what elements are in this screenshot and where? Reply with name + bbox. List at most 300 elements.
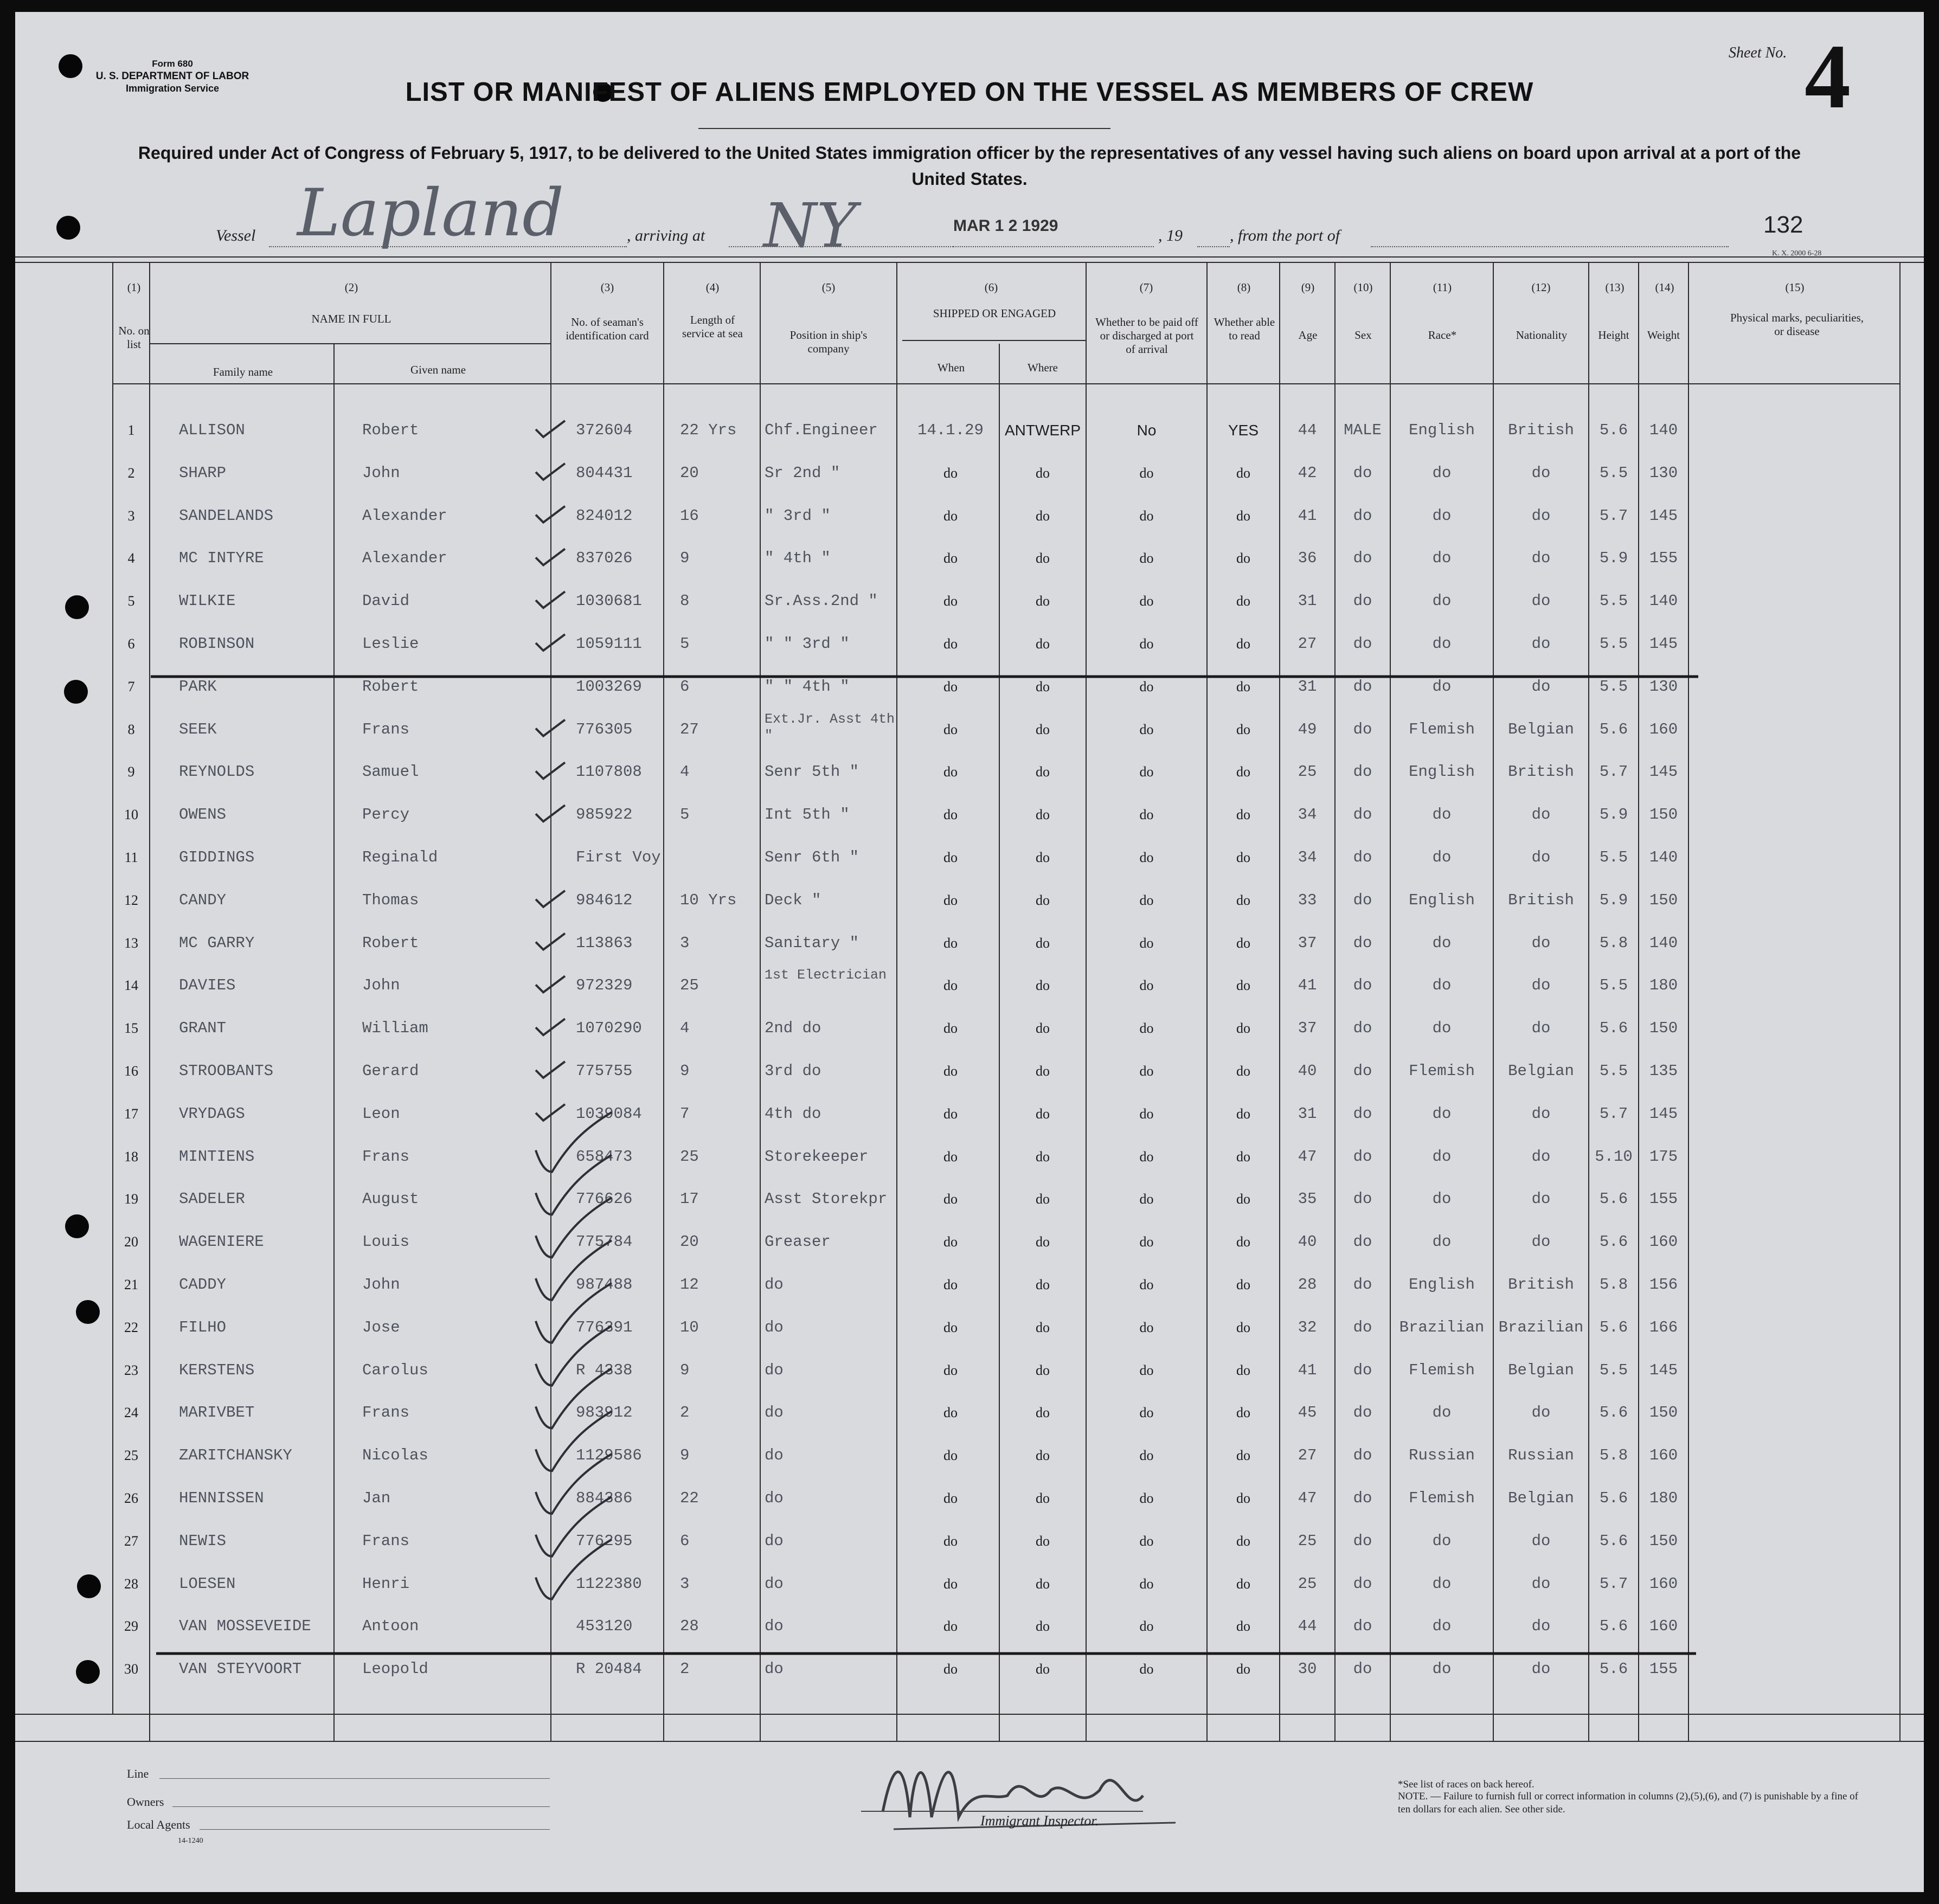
line-label: Line bbox=[127, 1767, 149, 1780]
cell-given: Reginald bbox=[362, 848, 438, 866]
cell-when: do bbox=[943, 1575, 958, 1592]
cell-paid: do bbox=[1139, 1575, 1154, 1592]
cell-sex: do bbox=[1353, 1318, 1372, 1336]
cell-height: 5.8 bbox=[1599, 1276, 1628, 1294]
cell-where: do bbox=[1036, 1362, 1050, 1378]
cell-age: 31 bbox=[1298, 1104, 1317, 1123]
cell-age: 45 bbox=[1298, 1404, 1317, 1422]
cell-paid: do bbox=[1139, 1661, 1154, 1677]
cell-nat: do bbox=[1531, 464, 1551, 482]
cell-where: do bbox=[1036, 1618, 1050, 1635]
cell-sex: do bbox=[1353, 1276, 1372, 1294]
column-header-c7-num: (7) bbox=[1139, 281, 1153, 294]
cell-paid: do bbox=[1139, 1362, 1154, 1378]
cell-family: REYNOLDS bbox=[179, 763, 255, 781]
cell-family: VAN STEYVOORT bbox=[179, 1660, 302, 1678]
cell-family: VAN MOSSEVEIDE bbox=[179, 1617, 311, 1636]
page-title: LIST OR MANIFEST OF ALIENS EMPLOYED ON THE VESSEL AS MEMBERS OF CREW bbox=[405, 78, 1534, 107]
cell-read: do bbox=[1236, 1277, 1250, 1292]
cell-where: do bbox=[1036, 507, 1050, 524]
cell-paid: do bbox=[1139, 636, 1154, 652]
cell-where: do bbox=[1036, 764, 1050, 780]
sheet-no: 4 bbox=[1805, 25, 1851, 127]
cell-when: do bbox=[943, 1319, 958, 1335]
cell-weight: 155 bbox=[1649, 549, 1678, 568]
cell-position: " " 3rd " bbox=[765, 635, 850, 653]
cell-read: do bbox=[1236, 1661, 1250, 1677]
cell-card: 1070290 bbox=[576, 1019, 642, 1038]
cell-read: do bbox=[1236, 1063, 1250, 1079]
cell-card: 1107808 bbox=[576, 763, 642, 781]
cell-service: 5 bbox=[680, 635, 690, 653]
cell-paid: do bbox=[1139, 764, 1154, 780]
cell-sex: do bbox=[1353, 549, 1372, 568]
cell-given: Alexander bbox=[362, 506, 447, 525]
cell-when: do bbox=[943, 593, 958, 609]
cell-no: 20 bbox=[124, 1234, 138, 1250]
cell-family: CANDY bbox=[179, 891, 227, 909]
cell-given: Leopold bbox=[362, 1660, 428, 1678]
cell-no: 29 bbox=[124, 1618, 138, 1635]
cell-nat: Belgian bbox=[1508, 720, 1574, 738]
column-header-c1-num: (1) bbox=[127, 281, 141, 294]
cell-position: Sanitary " bbox=[765, 934, 859, 952]
cell-paid: do bbox=[1139, 1148, 1154, 1165]
cell-no: 25 bbox=[124, 1448, 138, 1464]
cell-where: do bbox=[1036, 593, 1050, 609]
cell-no: 14 bbox=[124, 977, 138, 994]
column-header-c15: Physical marks, peculiarities, or disease bbox=[1730, 311, 1864, 338]
cell-where: do bbox=[1036, 977, 1050, 994]
cell-age: 36 bbox=[1298, 549, 1317, 568]
cell-age: 47 bbox=[1298, 1489, 1317, 1507]
column-header-c12: Nationality bbox=[1516, 329, 1568, 342]
cell-height: 5.8 bbox=[1599, 934, 1628, 952]
cell-service: 6 bbox=[680, 1532, 690, 1550]
cell-position: " 3rd " bbox=[765, 506, 831, 525]
cell-sex: do bbox=[1353, 1190, 1372, 1208]
cell-service: 22 bbox=[680, 1489, 699, 1507]
column-header-c2: NAME IN FULL bbox=[311, 312, 391, 325]
cell-where: do bbox=[1036, 850, 1050, 865]
cell-service: 12 bbox=[680, 1276, 699, 1294]
cell-given: Louis bbox=[362, 1233, 410, 1251]
cell-paid: do bbox=[1139, 1277, 1154, 1292]
cell-no: 6 bbox=[127, 636, 135, 652]
cell-height: 5.6 bbox=[1599, 1489, 1628, 1507]
cell-family: ZARITCHANSKY bbox=[179, 1446, 292, 1465]
cell-height: 5.7 bbox=[1599, 1104, 1628, 1123]
agents-label: Local Agents bbox=[127, 1818, 190, 1831]
cell-age: 31 bbox=[1298, 592, 1317, 610]
cell-position: 4th do bbox=[765, 1104, 821, 1123]
column-header-c13: Height bbox=[1598, 329, 1629, 342]
cell-given: Samuel bbox=[362, 763, 419, 781]
cell-read: do bbox=[1236, 1575, 1250, 1592]
cell-paid: do bbox=[1139, 593, 1154, 609]
cell-service: 4 bbox=[680, 1019, 690, 1038]
cell-race: do bbox=[1432, 1404, 1452, 1422]
cell-given: Jose bbox=[362, 1318, 400, 1336]
cell-service: 8 bbox=[680, 592, 690, 610]
cell-read: do bbox=[1236, 1191, 1250, 1207]
cell-family: OWENS bbox=[179, 806, 227, 824]
cell-sex: do bbox=[1353, 891, 1372, 909]
cell-nat: do bbox=[1531, 1532, 1551, 1550]
page-number-stamp: 132 bbox=[1763, 211, 1803, 238]
cell-weight: 180 bbox=[1649, 1489, 1678, 1507]
cell-read: do bbox=[1236, 636, 1250, 652]
cell-paid: do bbox=[1139, 807, 1154, 823]
cell-age: 42 bbox=[1298, 464, 1317, 482]
cell-when: do bbox=[943, 678, 958, 694]
column-header-c11: Race* bbox=[1428, 329, 1457, 342]
cell-age: 41 bbox=[1298, 1361, 1317, 1379]
cell-family: MARIVBET bbox=[179, 1404, 255, 1422]
cell-sex: do bbox=[1353, 1104, 1372, 1123]
cell-height: 5.5 bbox=[1599, 677, 1628, 696]
cell-position: Ext.Jr. Asst 4th " bbox=[765, 711, 895, 743]
cell-height: 5.6 bbox=[1599, 1190, 1628, 1208]
cell-given: Robert bbox=[362, 934, 419, 952]
inspector-label: Immigrant Inspector. bbox=[980, 1813, 1099, 1829]
cell-height: 5.6 bbox=[1599, 1019, 1628, 1038]
cell-sex: do bbox=[1353, 763, 1372, 781]
cell-nat: do bbox=[1531, 1233, 1551, 1251]
column-header-c8: Whether able to read bbox=[1214, 316, 1275, 342]
column-header-c9-num: (9) bbox=[1301, 281, 1315, 294]
cell-service: 6 bbox=[680, 677, 690, 696]
cell-service: 3 bbox=[680, 1574, 690, 1593]
cell-where: do bbox=[1036, 807, 1050, 823]
cell-paid: do bbox=[1139, 507, 1154, 524]
cell-sex: do bbox=[1353, 1147, 1372, 1166]
cell-family: ROBINSON bbox=[179, 635, 255, 653]
cell-nat: do bbox=[1531, 1404, 1551, 1422]
cell-position: Chf.Engineer bbox=[765, 421, 878, 439]
cell-race: do bbox=[1432, 1104, 1452, 1123]
cell-weight: 145 bbox=[1649, 635, 1678, 653]
cell-family: NEWIS bbox=[179, 1532, 227, 1550]
cell-sex: do bbox=[1353, 1062, 1372, 1080]
cell-race: do bbox=[1432, 1660, 1452, 1678]
column-header-c6a: When bbox=[937, 361, 965, 374]
cell-age: 31 bbox=[1298, 677, 1317, 696]
cell-family: SANDELANDS bbox=[179, 506, 274, 525]
cell-card: 776626 bbox=[576, 1190, 633, 1208]
cell-race: do bbox=[1432, 976, 1452, 995]
cell-position: do bbox=[765, 1404, 784, 1422]
cell-age: 27 bbox=[1298, 635, 1317, 653]
cell-given: Nicolas bbox=[362, 1446, 428, 1465]
cell-weight: 145 bbox=[1649, 1361, 1678, 1379]
cell-sex: do bbox=[1353, 1617, 1372, 1636]
cell-read: do bbox=[1236, 593, 1250, 609]
cell-paid: do bbox=[1139, 1533, 1154, 1549]
cell-service: 9 bbox=[680, 549, 690, 568]
cell-card: First Voy bbox=[576, 848, 661, 866]
cell-nat: Belgian bbox=[1508, 1062, 1574, 1080]
column-header-c12-num: (12) bbox=[1531, 281, 1551, 294]
cell-weight: 145 bbox=[1649, 506, 1678, 525]
cell-where: do bbox=[1036, 1105, 1050, 1122]
cell-weight: 140 bbox=[1649, 421, 1678, 439]
cell-height: 5.6 bbox=[1599, 1318, 1628, 1336]
cell-position: Sr 2nd " bbox=[765, 464, 840, 482]
cell-service: 10 bbox=[680, 1318, 699, 1336]
cell-family: VRYDAGS bbox=[179, 1104, 245, 1123]
cell-age: 28 bbox=[1298, 1276, 1317, 1294]
cell-when: do bbox=[943, 1405, 958, 1421]
cell-where: do bbox=[1036, 1490, 1050, 1506]
cell-family: PARK bbox=[179, 677, 217, 696]
cell-weight: 155 bbox=[1649, 1660, 1678, 1678]
cell-where: do bbox=[1036, 1277, 1050, 1292]
cell-weight: 156 bbox=[1649, 1276, 1678, 1294]
cell-service: 9 bbox=[680, 1361, 690, 1379]
cell-nat: Brazilian bbox=[1498, 1318, 1584, 1336]
cell-family: KERSTENS bbox=[179, 1361, 255, 1379]
column-header-c7: Whether to be paid off or discharged at port of arrival bbox=[1095, 316, 1198, 356]
column-header-c6: SHIPPED OR ENGAGED bbox=[933, 307, 1056, 320]
cell-position: 2nd do bbox=[765, 1019, 821, 1038]
cell-service: 7 bbox=[680, 1104, 690, 1123]
cell-position: Storekeeper bbox=[765, 1147, 869, 1166]
department-name: U. S. DEPARTMENT OF LABOR bbox=[95, 70, 249, 82]
cell-service: 5 bbox=[680, 806, 690, 824]
cell-no: 17 bbox=[124, 1105, 138, 1122]
cell-no: 23 bbox=[124, 1362, 138, 1378]
cell-height: 5.5 bbox=[1599, 1062, 1628, 1080]
cell-read: do bbox=[1236, 935, 1250, 951]
cell-where: do bbox=[1036, 1234, 1050, 1250]
cell-no: 7 bbox=[127, 678, 135, 694]
cell-given: William bbox=[362, 1019, 428, 1038]
cell-sex: do bbox=[1353, 1532, 1372, 1550]
cell-when: do bbox=[943, 1490, 958, 1506]
cell-service: 2 bbox=[680, 1660, 690, 1678]
cell-weight: 160 bbox=[1649, 1446, 1678, 1465]
print-code: K. X. 2000 6-28 bbox=[1772, 249, 1822, 258]
cell-read: do bbox=[1236, 1490, 1250, 1506]
cell-given: Alexander bbox=[362, 549, 447, 568]
cell-paid: do bbox=[1139, 1490, 1154, 1506]
cell-paid: do bbox=[1139, 1405, 1154, 1421]
cell-no: 9 bbox=[127, 764, 135, 780]
cell-where: do bbox=[1036, 1191, 1050, 1207]
cell-no: 4 bbox=[127, 550, 135, 567]
cell-weight: 145 bbox=[1649, 1104, 1678, 1123]
cell-no: 8 bbox=[127, 721, 135, 737]
cell-card: 824012 bbox=[576, 506, 633, 525]
cell-race: do bbox=[1432, 1532, 1452, 1550]
cell-given: Antoon bbox=[362, 1617, 419, 1636]
cell-paid: do bbox=[1139, 550, 1154, 567]
cell-nat: British bbox=[1508, 421, 1574, 439]
column-header-c6-num: (6) bbox=[984, 281, 998, 294]
cell-card: 985922 bbox=[576, 806, 633, 824]
cell-height: 5.5 bbox=[1599, 976, 1628, 995]
cell-weight: 140 bbox=[1649, 848, 1678, 866]
cell-paid: do bbox=[1139, 1234, 1154, 1250]
cell-age: 35 bbox=[1298, 1190, 1317, 1208]
column-header-c8-num: (8) bbox=[1237, 281, 1251, 294]
cell-height: 5.6 bbox=[1599, 1233, 1628, 1251]
cell-weight: 150 bbox=[1649, 806, 1678, 824]
cell-where: do bbox=[1036, 636, 1050, 652]
column-header-c3-num: (3) bbox=[600, 281, 614, 294]
cell-when: do bbox=[943, 721, 958, 737]
cell-where: do bbox=[1036, 465, 1050, 481]
cell-race: do bbox=[1432, 934, 1452, 952]
column-header-c5-num: (5) bbox=[821, 281, 836, 294]
cell-card: 837026 bbox=[576, 549, 633, 568]
cell-family: STROOBANTS bbox=[179, 1062, 274, 1080]
cell-sex: do bbox=[1353, 464, 1372, 482]
cell-when: do bbox=[943, 892, 958, 908]
cell-no: 26 bbox=[124, 1490, 138, 1506]
cell-race: Russian bbox=[1409, 1446, 1475, 1465]
column-header-c9: Age bbox=[1298, 329, 1318, 342]
cell-read: do bbox=[1236, 1533, 1250, 1549]
cell-age: 25 bbox=[1298, 763, 1317, 781]
cell-service: 16 bbox=[680, 506, 699, 525]
cell-card: 1122380 bbox=[576, 1574, 642, 1593]
cell-service: 17 bbox=[680, 1190, 699, 1208]
cell-card: 1039084 bbox=[576, 1104, 642, 1123]
cell-position: do bbox=[765, 1361, 784, 1379]
cell-family: SEEK bbox=[179, 720, 217, 738]
page-subtitle: Required under Act of Congress of February 5, 1917, to be delivered to the United States immigration officer by the representatives of any vessel having such aliens on board upon arrival at a port of the United States. bbox=[138, 143, 1801, 189]
owners-underline bbox=[172, 1806, 550, 1807]
cell-weight: 150 bbox=[1649, 891, 1678, 909]
cell-read: do bbox=[1236, 1105, 1250, 1122]
cell-race: do bbox=[1432, 464, 1452, 482]
manifest-page bbox=[15, 12, 1924, 1892]
cell-height: 5.6 bbox=[1599, 720, 1628, 738]
cell-when: do bbox=[943, 977, 958, 994]
check-marks bbox=[525, 402, 633, 1758]
cell-height: 5.7 bbox=[1599, 763, 1628, 781]
cell-age: 27 bbox=[1298, 1446, 1317, 1465]
cell-age: 37 bbox=[1298, 1019, 1317, 1038]
cell-nat: do bbox=[1531, 1104, 1551, 1123]
cell-weight: 160 bbox=[1649, 1233, 1678, 1251]
cell-card: 1003269 bbox=[576, 677, 642, 696]
cell-position: 3rd do bbox=[765, 1062, 821, 1080]
cell-height: 5.5 bbox=[1599, 464, 1628, 482]
cell-service: 25 bbox=[680, 1147, 699, 1166]
cell-service: 20 bbox=[680, 1233, 699, 1251]
cell-card: 1059111 bbox=[576, 635, 642, 653]
cell-service: 3 bbox=[680, 934, 690, 952]
cell-sex: do bbox=[1353, 1019, 1372, 1038]
cell-family: MINTIENS bbox=[179, 1147, 255, 1166]
cell-weight: 160 bbox=[1649, 720, 1678, 738]
cell-race: Flemish bbox=[1409, 1062, 1475, 1080]
cell-paid: do bbox=[1139, 935, 1154, 951]
cell-read: do bbox=[1236, 550, 1250, 567]
cell-nat: do bbox=[1531, 1660, 1551, 1678]
cell-given: David bbox=[362, 592, 410, 610]
cell-paid: do bbox=[1139, 465, 1154, 481]
cell-given: Leslie bbox=[362, 635, 419, 653]
cell-race: do bbox=[1432, 1233, 1452, 1251]
cell-card: 775755 bbox=[576, 1062, 633, 1080]
cell-card: 987488 bbox=[576, 1276, 633, 1294]
cell-when: do bbox=[943, 550, 958, 567]
cell-where: do bbox=[1036, 1063, 1050, 1079]
cell-paid: do bbox=[1139, 1319, 1154, 1335]
cell-nat: do bbox=[1531, 1190, 1551, 1208]
owners-label: Owners bbox=[127, 1795, 164, 1809]
cell-where: do bbox=[1036, 1575, 1050, 1592]
inspector-signature bbox=[872, 1736, 1197, 1847]
cell-age: 44 bbox=[1298, 421, 1317, 439]
cell-service: 27 bbox=[680, 720, 699, 738]
cell-card: 984612 bbox=[576, 891, 633, 909]
cell-family: CADDY bbox=[179, 1276, 227, 1294]
cell-no: 10 bbox=[124, 807, 138, 823]
cell-position: Asst Storekpr bbox=[765, 1190, 888, 1208]
cell-sex: do bbox=[1353, 592, 1372, 610]
cell-age: 40 bbox=[1298, 1062, 1317, 1080]
cell-sex: do bbox=[1353, 635, 1372, 653]
vessel-value: Lapland bbox=[297, 176, 564, 251]
cell-height: 5.5 bbox=[1599, 848, 1628, 866]
cell-height: 5.5 bbox=[1599, 1361, 1628, 1379]
column-header-c4-num: (4) bbox=[705, 281, 720, 294]
column-header-c2b: Given name bbox=[410, 363, 466, 376]
cell-race: Flemish bbox=[1409, 1361, 1475, 1379]
cell-no: 19 bbox=[124, 1191, 138, 1207]
cell-position: do bbox=[765, 1446, 784, 1465]
cell-when: do bbox=[943, 807, 958, 823]
cell-sex: do bbox=[1353, 934, 1372, 952]
cell-given: Robert bbox=[362, 421, 419, 439]
cell-sex: do bbox=[1353, 1404, 1372, 1422]
cell-when: do bbox=[943, 1277, 958, 1292]
cell-race: do bbox=[1432, 677, 1452, 696]
cell-given: John bbox=[362, 464, 400, 482]
cell-no: 5 bbox=[127, 593, 135, 609]
from-port-label: , from the port of bbox=[1230, 227, 1340, 245]
cell-card: 372604 bbox=[576, 421, 633, 439]
cell-card: 1030681 bbox=[576, 592, 642, 610]
cell-family: FILHO bbox=[179, 1318, 227, 1336]
cell-sex: do bbox=[1353, 848, 1372, 866]
cell-card: 776391 bbox=[576, 1318, 633, 1336]
cell-nat: do bbox=[1531, 549, 1551, 568]
cell-card: 776305 bbox=[576, 720, 633, 738]
cell-weight: 150 bbox=[1649, 1019, 1678, 1038]
cell-when: do bbox=[943, 1618, 958, 1635]
cell-race: English bbox=[1409, 763, 1475, 781]
cell-nat: do bbox=[1531, 1574, 1551, 1593]
cell-nat: do bbox=[1531, 592, 1551, 610]
cell-nat: do bbox=[1531, 934, 1551, 952]
cell-read: do bbox=[1236, 1020, 1250, 1037]
cell-read: do bbox=[1236, 807, 1250, 823]
cell-service: 10 Yrs bbox=[680, 891, 737, 909]
cell-when: do bbox=[943, 935, 958, 951]
cell-read: do bbox=[1236, 1148, 1250, 1165]
cell-card: R 20484 bbox=[576, 1660, 642, 1678]
cell-height: 5.9 bbox=[1599, 891, 1628, 909]
column-header-c2-num: (2) bbox=[344, 281, 358, 294]
cell-given: Percy bbox=[362, 806, 410, 824]
cell-race: Flemish bbox=[1409, 720, 1475, 738]
